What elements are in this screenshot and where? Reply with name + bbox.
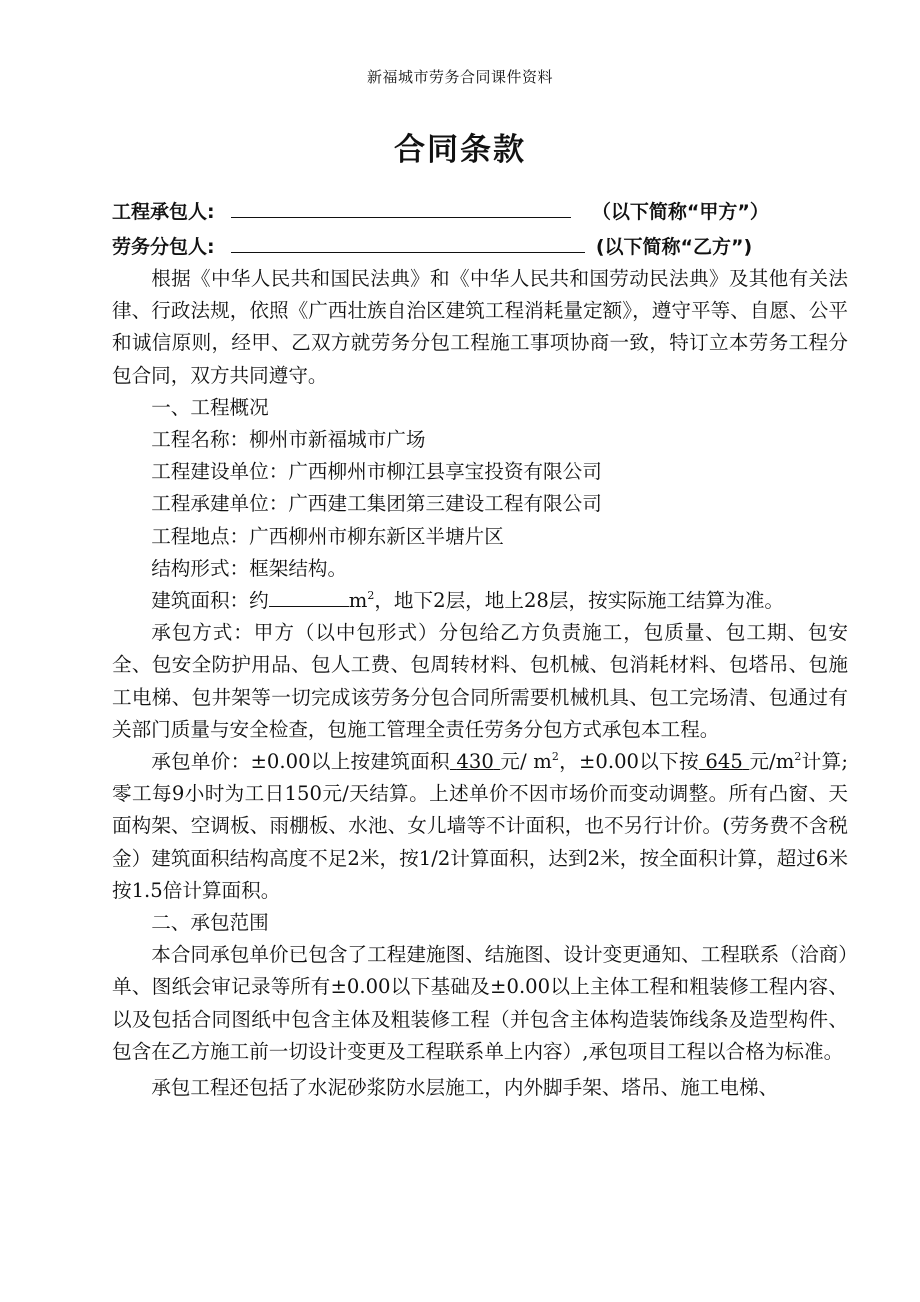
scope-paragraph-1: 本合同承包单价已包含了工程建施图、结施图、设计变更通知、工程联系（洽商）单、图纸会审记录等所有±0.00以下基础及±0.00以上主体工程和粗装修工程内容、以及包括合同图纸中包含主体及粗装修工程（并包含主体构造装饰线条及造型构件、包含在乙方施工前一切设计变更及工程联系单上内容）,承包项目工程以合格为标准。 <box>112 943 848 1063</box>
building-area: 建筑面积：约 $m^2$，地下2层，地上28层，按实际施工结算为准。 <box>112 585 848 617</box>
project-structure: 结构形式：框架结构。 <box>151 556 348 580</box>
party-a-label: 工程承包人: <box>112 201 215 223</box>
party-a-blank <box>231 199 571 218</box>
section1-heading: 一、工程概况 <box>151 395 269 419</box>
project-contractor: 工程承建单位：广西建工集团第三建设工程有限公司 <box>151 492 602 516</box>
project-name: 工程名称：柳州市新福城市广场 <box>151 428 426 452</box>
page-header: 新福城市劳务合同课件资料 <box>366 68 553 86</box>
price-below-ground: 645 <box>705 750 743 774</box>
party-b-blank <box>231 234 585 253</box>
party-b-line <box>112 232 832 262</box>
party-b-label: 劳务分包人: <box>112 236 215 258</box>
contract-body <box>112 263 848 1104</box>
party-b-suffix: (以下简称“乙方”) <box>595 236 753 258</box>
area-blank <box>269 586 349 607</box>
intro-paragraph: 根据《中华人民共和国民法典》和《中华人民共和国劳动民法典》及其他有关法律、行政法规，依照《广西壮族自治区建筑工程消耗量定额》，遵守平等、自愿、公平和诚信原则，经甲、乙双方就劳务分包工程施工事项协商一致，特订立本劳务工程分包合同，双方共同遵守。 <box>112 267 848 387</box>
contract-method: 承包方式：甲方（以中包形式）分包给乙方负责施工，包质量、包工期、包安全、包安全防护用品、包人工费、包周转材料、包机械、包消耗材料、包塔吊、包施工电梯、包井架等一切完成该劳务分包合同所需要机械机具、包工完场清、包通过有关部门质量与安全检查，包施工管理全责任劳务分包方式承包本工程。 <box>112 621 848 741</box>
price-above-ground: 430 <box>456 750 494 774</box>
section2-heading: 二、承包范围 <box>151 911 269 935</box>
project-location: 工程地点：广西柳州市柳东新区半塘片区 <box>151 524 504 548</box>
unit-price-paragraph: 承包单价：±0.00以上按建筑面积 430 元/ $m^2$，±0.00以下按 645 元$/m^2$计算;零工每9小时为工日150元/天结算。上述单价不因市场价而变动调整。所有凸窗、天面构架、空调板、雨棚板、水池、女儿墙等不计面积，也不另行计价。(劳务费不含税金）建筑面积结构高度不足2米，按1/2计算面积，达到2米，按全面积计算，超过6米按1.5倍计算面积。 <box>112 750 848 902</box>
party-a-suffix: （以下简称“甲方”） <box>591 201 769 223</box>
document-title: 合同条款 <box>394 132 526 168</box>
party-a-line <box>112 197 832 227</box>
scope-paragraph-2: 承包工程还包括了水泥砂浆防水层施工，内外脚手架、塔吊、施工电梯、 <box>151 1076 779 1100</box>
project-owner: 工程建设单位：广西柳州市柳江县享宝投资有限公司 <box>151 460 602 484</box>
